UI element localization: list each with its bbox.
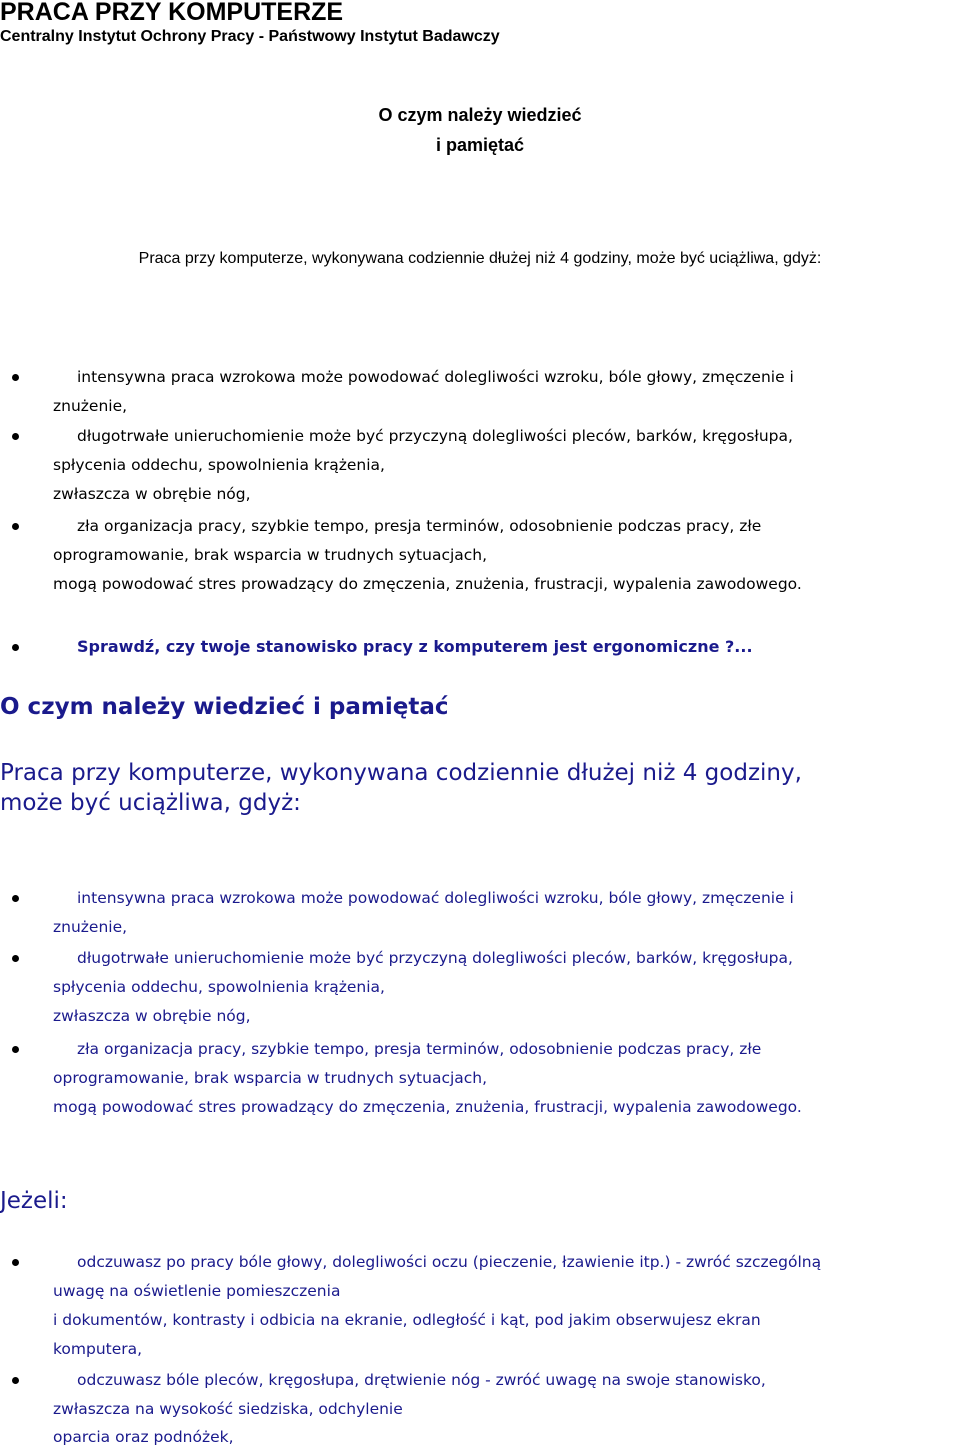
list-item-line: komputera, [53,1340,143,1358]
bullet-dot-icon [12,644,19,651]
section2-intro-line2: może być uciążliwa, gdyż: [0,790,301,816]
list-item-line: uwagę na oświetlenie pomieszczenia [53,1282,341,1300]
list-item-line: zwłaszcza w obrębie nóg, [53,1007,251,1025]
list-item-line: zwłaszcza na wysokość siedziska, odchylenie [53,1400,403,1418]
list-item-line: spłycenia oddechu, spowolnienia krążenia, [53,456,385,474]
section1-intro: Praca przy komputerze, wykonywana codziennie dłużej niż 4 godziny, może być uciążliwa, gdyż: [138,250,822,267]
list-item-line: i dokumentów, kontrasty i odbicia na ekranie, odległość i kąt, pod jakim obserwujesz ekran [53,1311,761,1329]
list-item-line: długotrwałe unieruchomienie może być przyczyną dolegliwości pleców, barków, kręgosłupa, [77,427,793,445]
list-item-line: odczuwasz bóle pleców, kręgosłupa, drętwienie nóg - zwróć uwagę na swoje stanowisko, [77,1371,766,1389]
section2-intro-line1: Praca przy komputerze, wykonywana codziennie dłużej niż 4 godziny, [0,760,802,786]
list-item-line: intensywna praca wzrokowa może powodować dolegliwości wzroku, bóle głowy, zmęczenie i [77,889,794,907]
list-item-line: mogą powodować stres prowadzący do zmęczenia, znużenia, frustracji, wypalenia zawodowego. [53,575,802,593]
section1-heading-line2: i pamiętać [435,135,525,155]
bullet-dot-icon [12,523,19,530]
bullet-dot-icon [12,1046,19,1053]
list-item-line: zła organizacja pracy, szybkie tempo, presja terminów, odosobnienie podczas pracy, złe [77,1040,762,1058]
list-item-line: mogą powodować stres prowadzący do zmęczenia, znużenia, frustracji, wypalenia zawodowego. [53,1098,802,1116]
document-title: PRACA PRZY KOMPUTERZE [0,0,344,26]
list-item-line: odczuwasz po pracy bóle głowy, dolegliwości oczu (pieczenie, łzawienie itp.) - zwróć szczególną [77,1253,822,1271]
bullet-dot-icon [12,374,19,381]
list-item-line: znużenie, [53,918,128,936]
list-item-line: oparcia oraz podnóżek, [53,1428,234,1446]
bullet-dot-icon [12,1377,19,1384]
bullet-dot-icon [12,1259,19,1266]
list-item-line: oprogramowanie, brak wsparcia w trudnych sytuacjach, [53,546,488,564]
bullet-dot-icon [12,955,19,962]
list-item-line: oprogramowanie, brak wsparcia w trudnych sytuacjach, [53,1069,488,1087]
ergonomics-check-link[interactable]: Sprawdź, czy twoje stanowisko pracy z komputerem jest ergonomiczne ?... [77,637,753,656]
list-item-line: intensywna praca wzrokowa może powodować dolegliwości wzroku, bóle głowy, zmęczenie i [77,368,794,386]
section1-heading-line1: O czym należy wiedzieć [378,105,582,125]
bullet-dot-icon [12,433,19,440]
section3-heading: Jeżeli: [0,1188,68,1214]
list-item-line: zwłaszcza w obrębie nóg, [53,485,251,503]
bullet-dot-icon [12,895,19,902]
list-item-line: zła organizacja pracy, szybkie tempo, presja terminów, odosobnienie podczas pracy, złe [77,517,762,535]
list-item-line: znużenie, [53,397,128,415]
list-item-line: długotrwałe unieruchomienie może być przyczyną dolegliwości pleców, barków, kręgosłupa, [77,949,793,967]
document-subtitle: Centralny Instytut Ochrony Pracy - Państwowy Instytut Badawczy [0,28,500,45]
list-item-line: spłycenia oddechu, spowolnienia krążenia, [53,978,385,996]
section2-heading: O czym należy wiedzieć i pamiętać [0,694,449,720]
